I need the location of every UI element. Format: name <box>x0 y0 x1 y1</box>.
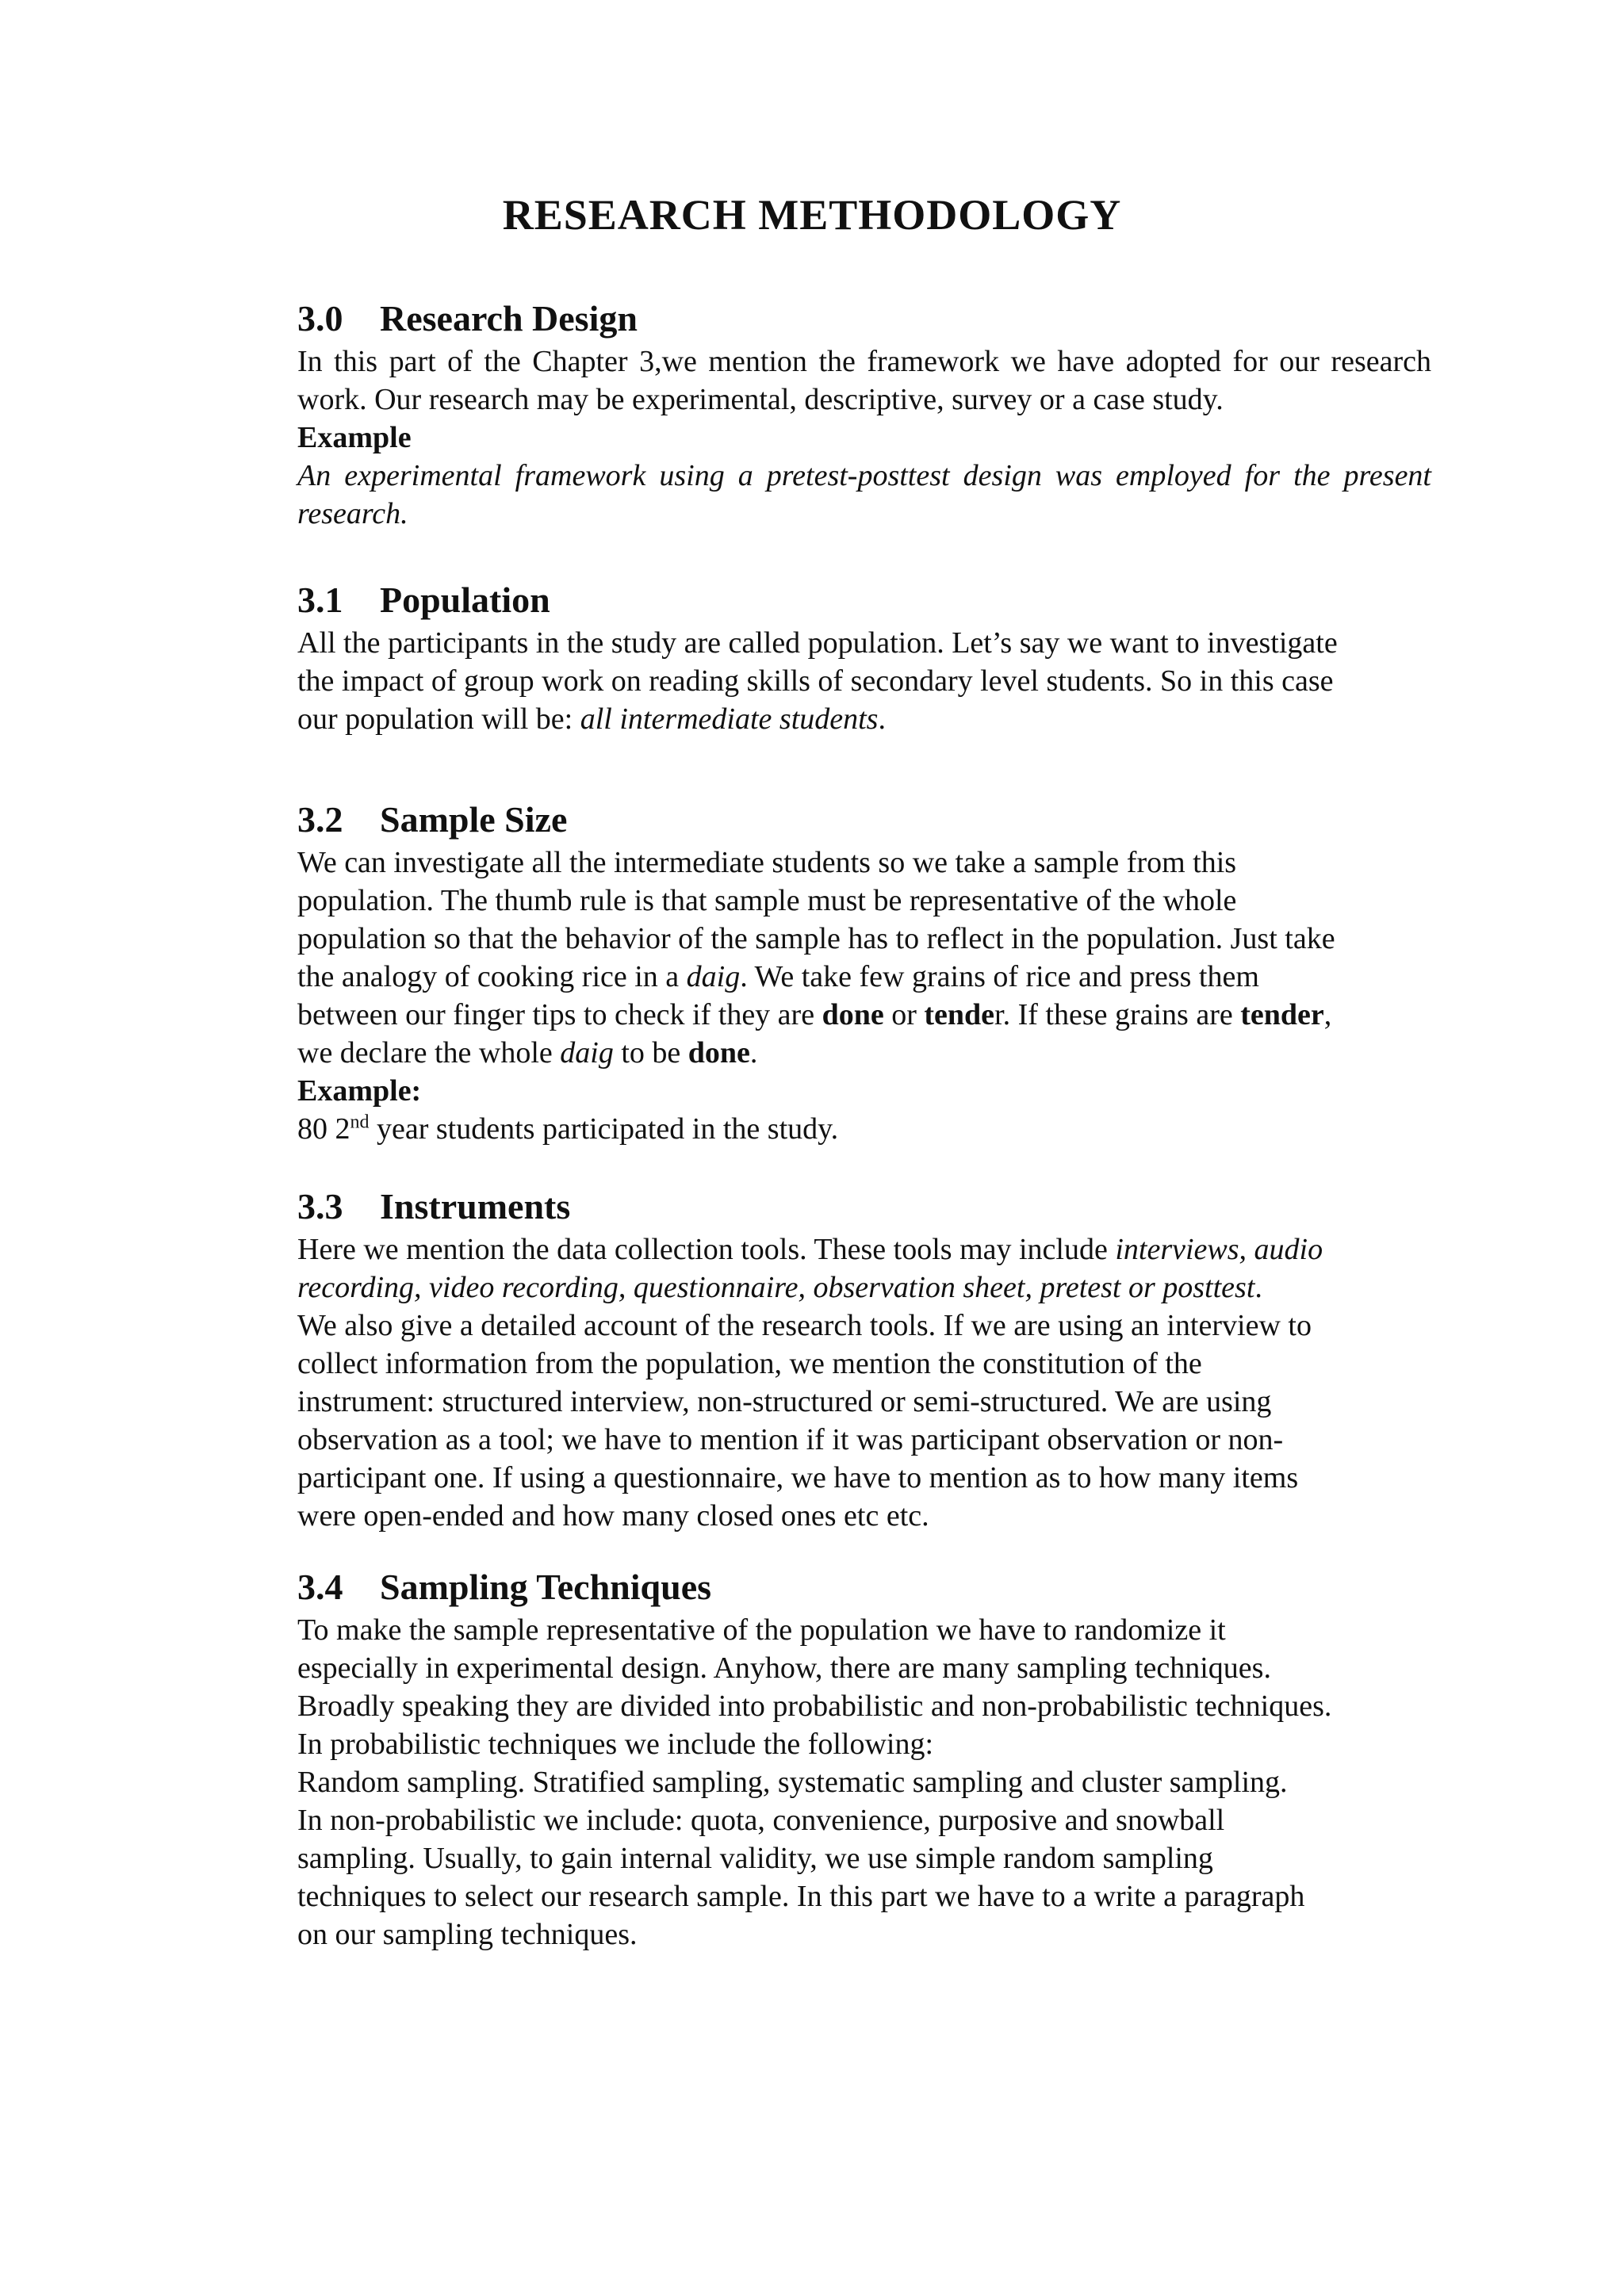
text-line: instrument: structured interview, non-structured or semi-structured. We are using <box>297 1385 1272 1418</box>
paragraph <box>297 624 1431 738</box>
text-line: the impact of group work on reading skills of secondary level students. So in this case <box>297 664 1334 698</box>
section-number: 3.1 <box>297 580 343 620</box>
text-run: Here we mention the data collection tools. These tools may include <box>297 1233 1116 1266</box>
paragraph <box>297 1611 1431 1954</box>
text-run: between our finger tips to check if they are <box>297 998 822 1031</box>
section-number: 3.4 <box>297 1567 343 1607</box>
section-number: 3.3 <box>297 1186 343 1226</box>
text-line: We can investigate all the intermediate students so we take a sample from this <box>297 846 1237 879</box>
paragraph: In this part of the Chapter 3,we mention the framework we have adopted for our research work. Our research may be experimental, descriptive, survey or a case study. <box>297 345 1431 416</box>
section-instruments <box>297 1183 1431 1535</box>
text-line: To make the sample representative of the population we have to randomize it <box>297 1613 1226 1647</box>
text-line: In non-probabilistic we include: quota, convenience, purposive and snowball <box>297 1804 1225 1837</box>
section-number: 3.0 <box>297 298 343 339</box>
text-run: year students participated in the study. <box>369 1112 839 1146</box>
text-run: to be <box>613 1036 688 1070</box>
text-line: population so that the behavior of the sample has to reflect in the population. Just take <box>297 922 1335 955</box>
text-run: . <box>1254 1271 1262 1304</box>
text-run: our population will be: <box>297 702 580 736</box>
section-population <box>297 576 1431 738</box>
text-line: especially in experimental design. Anyhow, there are many sampling techniques. <box>297 1651 1271 1685</box>
text-run: r. If these grains are <box>994 998 1241 1031</box>
text-line: Random sampling. Stratified sampling, systematic sampling and cluster sampling. <box>297 1766 1288 1799</box>
example-label: Example: <box>297 1074 422 1108</box>
text-run: . <box>749 1036 758 1070</box>
bold-term: tende <box>924 998 995 1031</box>
italic-term: daig <box>686 960 741 993</box>
section-heading <box>297 1563 1431 1611</box>
section-title: Sampling Techniques <box>380 1567 712 1607</box>
text-run: 80 2 <box>297 1112 350 1146</box>
italic-term: recording, video recording, questionnaire, observation sheet, pretest or posttest <box>297 1271 1255 1304</box>
section-sample-size <box>297 796 1431 1148</box>
page-title: RESEARCH METHODOLOGY <box>502 191 1122 239</box>
text-line <box>297 996 1431 1034</box>
example-text <box>297 1110 1431 1148</box>
text-run: . We take few grains of rice and press them <box>740 960 1259 993</box>
text-line: techniques to select our research sample. In this part we have to a write a paragraph <box>297 1880 1305 1913</box>
text-line: population. The thumb rule is that sample must be representative of the whole <box>297 884 1237 917</box>
section-heading <box>297 295 1431 342</box>
text-line: In probabilistic techniques we include the following: <box>297 1728 934 1761</box>
section-title: Sample Size <box>380 799 568 840</box>
text-run: . <box>878 702 886 736</box>
section-sampling-techniques <box>297 1563 1431 1954</box>
text-line: were open-ended and how many closed ones etc etc. <box>297 1499 929 1533</box>
text-line: We also give a detailed account of the research tools. If we are using an interview to <box>297 1309 1312 1342</box>
text-line: participant one. If using a questionnaire, we have to mention as to how many items <box>297 1461 1299 1494</box>
text-line <box>297 1269 1431 1307</box>
text-line <box>297 958 1431 996</box>
text-run: we declare the whole <box>297 1036 561 1070</box>
section-heading <box>297 796 1431 844</box>
text-line: observation as a tool; we have to mention if it was participant observation or non- <box>297 1423 1284 1456</box>
example-label: Example <box>297 421 412 454</box>
text-line <box>297 700 1431 738</box>
text-line <box>297 1230 1431 1269</box>
italic-term: daig <box>560 1036 614 1070</box>
text-line <box>297 1034 1431 1072</box>
bold-term: tender <box>1240 998 1324 1031</box>
text-line: All the participants in the study are called population. Let’s say we want to investigate <box>297 626 1338 660</box>
section-heading <box>297 576 1431 624</box>
section-research-design <box>297 295 1431 533</box>
text-line: Broadly speaking they are divided into probabilistic and non-probabilistic techniques. <box>297 1689 1332 1723</box>
text-line: collect information from the population, we mention the constitution of the <box>297 1347 1202 1380</box>
text-run: , <box>1323 998 1332 1031</box>
section-title: Population <box>380 580 550 620</box>
italic-term: all intermediate students <box>580 702 879 736</box>
text-run: or <box>883 998 925 1031</box>
text-run: the analogy of cooking rice in a <box>297 960 687 993</box>
paragraph <box>297 844 1431 1148</box>
section-title: Research Design <box>380 298 638 339</box>
paragraph <box>297 1230 1431 1535</box>
section-number: 3.2 <box>297 799 343 840</box>
text-line: sampling. Usually, to gain internal validity, we use simple random sampling <box>297 1842 1213 1875</box>
section-heading <box>297 1183 1431 1230</box>
text-line: on our sampling techniques. <box>297 1918 638 1951</box>
bold-term: done <box>688 1036 750 1070</box>
italic-term: interviews, audio <box>1115 1233 1323 1266</box>
bold-term: done <box>822 998 884 1031</box>
superscript: nd <box>350 1112 370 1133</box>
section-title: Instruments <box>380 1186 571 1226</box>
example-text: An experimental framework using a pretest-posttest design was employed for the present research. <box>297 459 1431 530</box>
